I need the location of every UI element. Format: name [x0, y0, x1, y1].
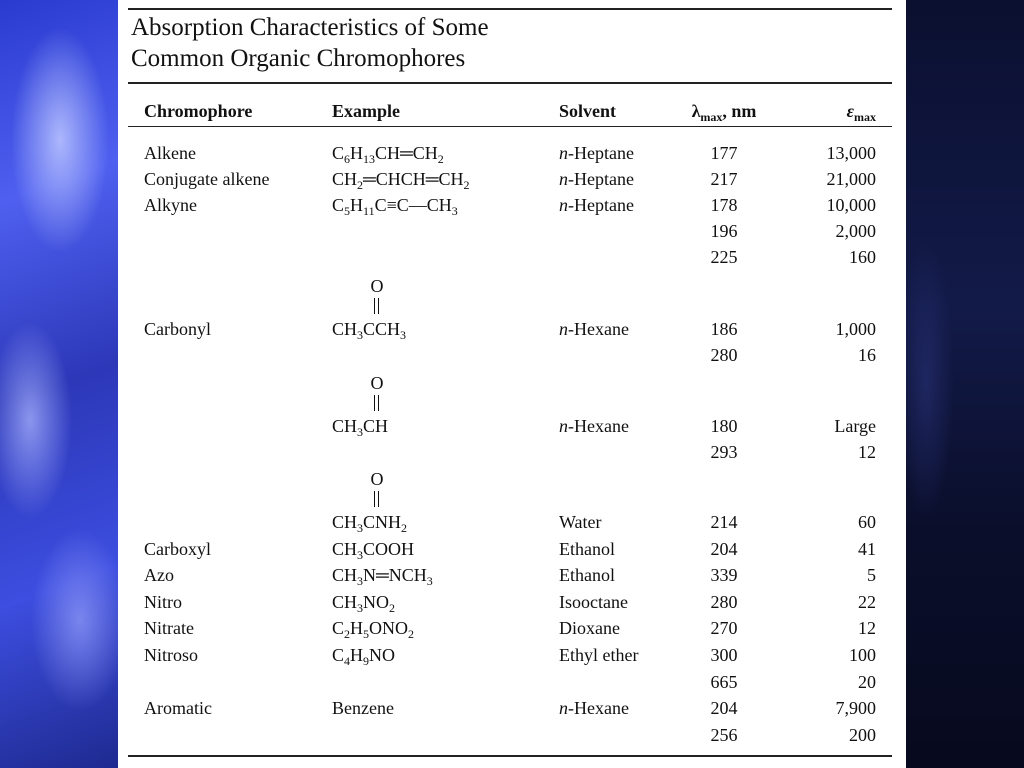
cell-lambda-max: 280 — [710, 345, 738, 365]
cell-lambda-max: 280 — [710, 592, 738, 612]
cell-lambda-max: 339 — [710, 565, 738, 585]
cell-lambda-max: 225 — [710, 247, 738, 267]
cell-epsilon-max: Large — [834, 416, 876, 436]
cell-lambda-max: 256 — [710, 725, 738, 745]
cell-lambda-max: 300 — [710, 645, 738, 665]
carbonyl-oxygen-label: O — [370, 276, 384, 296]
cell-example: $CH_3CNH_2$ — [332, 512, 408, 535]
cell-chromophore: Nitrate — [144, 618, 194, 638]
cell-example: $CH_3N═NCH_3$ — [332, 565, 433, 588]
cell-chromophore: Carboxyl — [144, 539, 211, 559]
cell-solvent: n-Heptane — [559, 143, 634, 163]
cell-chromophore: Nitro — [144, 592, 182, 612]
title-rule — [128, 82, 892, 84]
header-rule — [128, 126, 892, 127]
cell-lambda-max: 186 — [710, 319, 738, 339]
cell-epsilon-max: 60 — [858, 512, 876, 532]
cell-chromophore: Aromatic — [144, 698, 212, 718]
lambda-symbol: λ — [691, 101, 701, 121]
carbonyl-double-bond — [374, 491, 379, 507]
cell-example: $CH_3CH$ — [332, 416, 389, 439]
cell-chromophore: Nitroso — [144, 645, 198, 665]
header-solvent: Solvent — [559, 101, 617, 121]
carbonyl-oxygen-label: O — [370, 373, 384, 393]
cell-chromophore: Azo — [144, 565, 174, 585]
cell-solvent: Ethanol — [559, 565, 615, 585]
cell-solvent: Dioxane — [559, 618, 620, 638]
cell-chromophore: Carbonyl — [144, 319, 211, 339]
cell-example: $CH_3NO_2$ — [332, 592, 396, 615]
carbonyl-oxygen-label: O — [370, 469, 384, 489]
lambda-unit: , nm — [722, 101, 757, 121]
background-right-panel — [906, 0, 1024, 768]
cell-lambda-max: 204 — [710, 698, 738, 718]
carbonyl-double-bond — [374, 395, 379, 411]
cell-epsilon-max: 2,000 — [835, 221, 876, 241]
header-epsilon-max — [778, 101, 876, 124]
epsilon-symbol: ε — [846, 101, 854, 121]
cell-chromophore: Alkene — [144, 143, 196, 163]
cell-example: $CH_3CCH_3$ — [332, 319, 407, 342]
cell-lambda-max: 180 — [710, 416, 738, 436]
cell-solvent: Water — [559, 512, 602, 532]
cell-solvent: Ethyl ether — [559, 645, 639, 665]
cell-lambda-max: 665 — [710, 672, 738, 692]
cell-chromophore: Conjugate alkene — [144, 169, 270, 189]
cell-solvent: Isooctane — [559, 592, 628, 612]
cell-epsilon-max: 13,000 — [826, 143, 876, 163]
cell-epsilon-max: 10,000 — [826, 195, 876, 215]
cell-solvent: n-Hexane — [559, 416, 629, 436]
cell-lambda-max: 214 — [710, 512, 738, 532]
cell-solvent: n-Heptane — [559, 195, 634, 215]
cell-lambda-max: 177 — [710, 143, 738, 163]
cell-epsilon-max: 12 — [858, 442, 876, 462]
title-line-2: Common Organic Chromophores — [131, 45, 466, 72]
cell-lambda-max: 178 — [710, 195, 738, 215]
cell-epsilon-max: 5 — [867, 565, 876, 585]
cell-solvent: n-Hexane — [559, 319, 629, 339]
cell-lambda-max: 196 — [710, 221, 738, 241]
cell-epsilon-max: 200 — [849, 725, 876, 745]
cell-lambda-max: 293 — [710, 442, 738, 462]
header-chromophore: Chromophore — [144, 101, 253, 121]
cell-epsilon-max: 12 — [858, 618, 876, 638]
cell-example: $C_5H_{11}C\equiv C—CH_3$ — [332, 195, 458, 218]
cell-epsilon-max: 20 — [858, 672, 876, 692]
cell-chromophore: Alkyne — [144, 195, 197, 215]
epsilon-subscript: max — [854, 110, 876, 124]
cell-epsilon-max: 7,900 — [835, 698, 876, 718]
cell-lambda-max: 204 — [710, 539, 738, 559]
cell-epsilon-max: 41 — [858, 539, 876, 559]
cell-lambda-max: 217 — [710, 169, 738, 189]
cell-example: $C_4H_9NO$ — [332, 645, 396, 668]
cell-lambda-max: 270 — [710, 618, 738, 638]
cell-example: $CH_2═CHCH═CH_2$ — [332, 169, 470, 192]
cell-solvent: n-Heptane — [559, 169, 634, 189]
cell-epsilon-max: 1,000 — [835, 319, 876, 339]
header-example: Example — [332, 101, 401, 121]
background-left-panel — [0, 0, 118, 768]
cell-solvent: n-Hexane — [559, 698, 629, 718]
cell-example: $C_2H_5ONO_2$ — [332, 618, 415, 641]
cell-example: $C_6H_{13}CH═CH_2$ — [332, 143, 444, 166]
cell-example: Benzene — [332, 698, 394, 718]
cell-example: $CH_3COOH$ — [332, 539, 415, 562]
title-line-1: Absorption Characteristics of Some — [131, 14, 489, 41]
cell-epsilon-max: 21,000 — [826, 169, 876, 189]
lambda-subscript: max — [700, 110, 723, 124]
cell-epsilon-max: 160 — [849, 247, 876, 267]
table-title — [131, 12, 891, 74]
bottom-rule — [128, 755, 892, 757]
table-sheet — [118, 0, 906, 768]
cell-epsilon-max: 100 — [849, 645, 876, 665]
carbonyl-double-bond — [374, 298, 379, 314]
header-lambda-max — [678, 101, 770, 124]
top-rule — [128, 8, 892, 10]
cell-solvent: Ethanol — [559, 539, 615, 559]
cell-epsilon-max: 22 — [858, 592, 876, 612]
cell-epsilon-max: 16 — [858, 345, 876, 365]
